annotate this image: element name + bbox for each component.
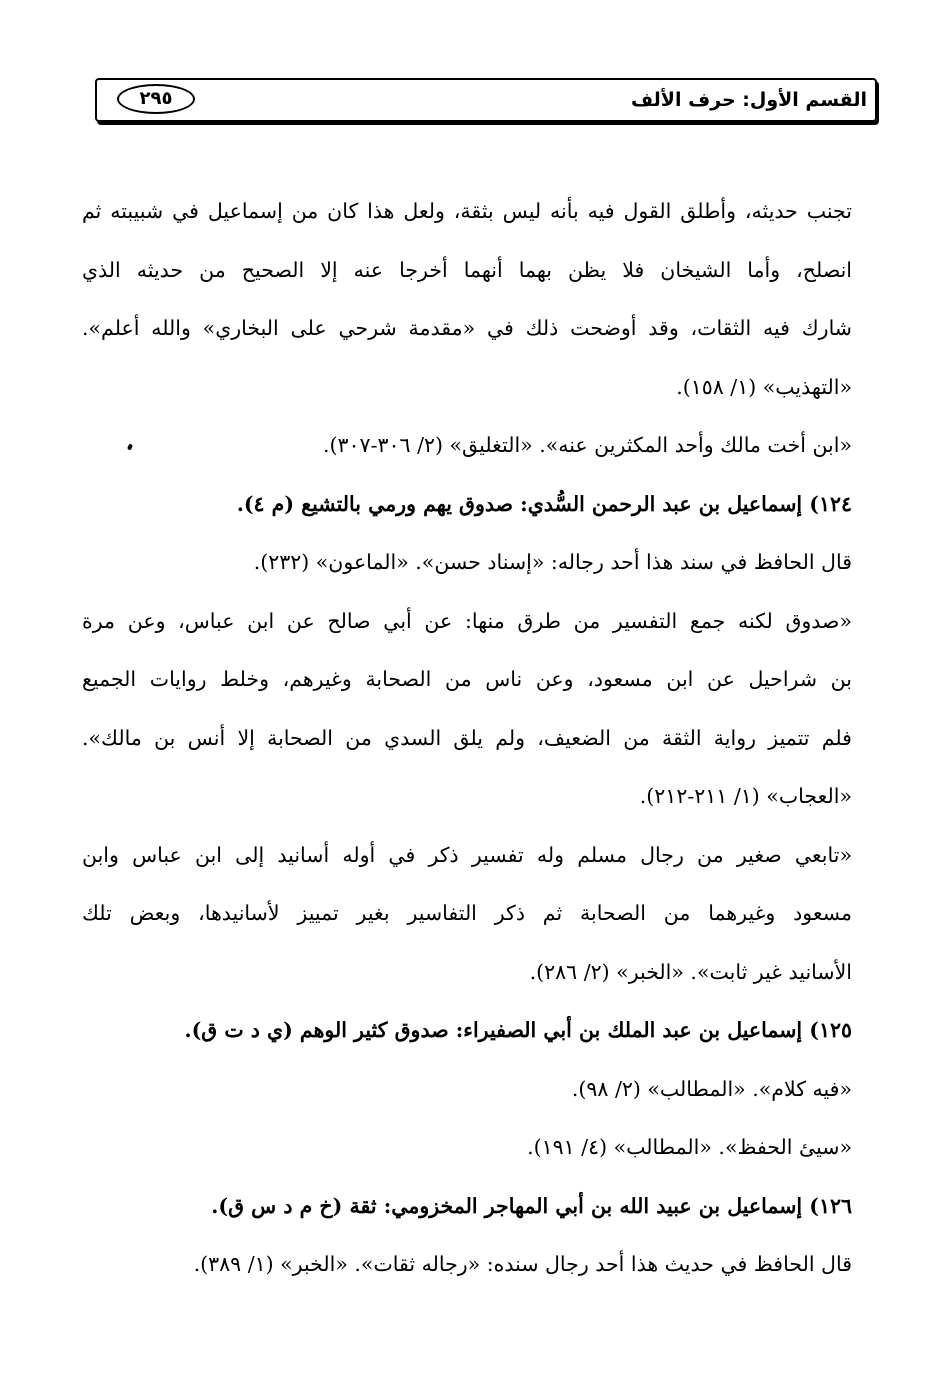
entry-heading-124: ١٢٤) إسماعيل بن عبد الرحمن السُّدي: صدوق يهم ورمي بالتشيع (م ٤). xyxy=(236,491,852,516)
citation-line: «سيئ الحفظ». «المطالب» (٤/ ١٩١). xyxy=(527,1135,852,1159)
page-number: ٢٩٥ xyxy=(117,84,195,114)
citation-line: الأسانيد غير ثابت». «الخبر» (٢/ ٢٨٦). xyxy=(529,959,852,984)
citation-line: «ابن أخت مالك وأحد المكثرين عنه». «التغليق» (٢/ ٣٠٦-٣٠٧). xyxy=(323,433,852,457)
citation-line: «التهذيب» (١/ ١٥٨). xyxy=(676,374,852,399)
text-line: قال الحافظ في حديث هذا أحد رجال سنده: «رجاله ثقات». «الخبر» (١/ ٣٨٩). xyxy=(193,1252,852,1276)
text-line: قال الحافظ في سند هذا أحد رجاله: «إسناد حسن». «الماعون» (٢٣٢). xyxy=(253,550,852,574)
section-title: القسم الأول: حرف الألف xyxy=(631,89,867,111)
citation-line: «فيه كلام». «المطالب» (٢/ ٩٨). xyxy=(571,1076,852,1101)
text-line: انصلح، وأما الشيخان فلا يظن بهما أنهما أخرجا عنه إلا الصحيح من حديثه الذي xyxy=(82,257,852,282)
text-line: مسعود وغيرهما من الصحابة ثم ذكر التفاسير بغير تمييز لأسانيدها، وبعض تلك xyxy=(82,901,852,925)
page-header xyxy=(95,78,877,122)
entry-heading-125: ١٢٥) إسماعيل بن عبد الملك بن أبي الصفيراء: صدوق كثير الوهم (ي د ت ق). xyxy=(184,1018,852,1042)
page-body xyxy=(82,182,852,1294)
text-line: بن شراحيل عن ابن مسعود، وعن ناس من الصحابة وغيرهم، وخلط روايات الجميع xyxy=(82,667,852,691)
entry-heading-126: ١٢٦) إسماعيل بن عبيد الله بن أبي المهاجر المخزومي: ثقة (خ م د س ق). xyxy=(211,1193,852,1218)
text-line: شارك فيه الثقات، وقد أوضحت ذلك في «مقدمة شرحي على البخاري» والله أعلم». xyxy=(82,316,852,340)
text-line: «تابعي صغير من رجال مسلم وله تفسير ذكر في أوله أسانيد إلى ابن عباس وابن xyxy=(82,842,852,867)
text-line: «صدوق لكنه جمع التفسير من طرق منها: عن أبي صالح عن ابن عباس، وعن مرة xyxy=(82,608,852,633)
text-line: فلم تتميز رواية الثقة من الضعيف، ولم يلق السدي من الصحابة إلا أنس بن مالك». xyxy=(82,725,852,750)
text-line: تجنب حديثه، وأطلق القول فيه بأنه ليس بثقة، ولعل هذا كان من إسماعيل في شبيبته ثم xyxy=(82,199,852,223)
citation-line: «العجاب» (١/ ٢١١-٢١٢). xyxy=(639,784,852,808)
